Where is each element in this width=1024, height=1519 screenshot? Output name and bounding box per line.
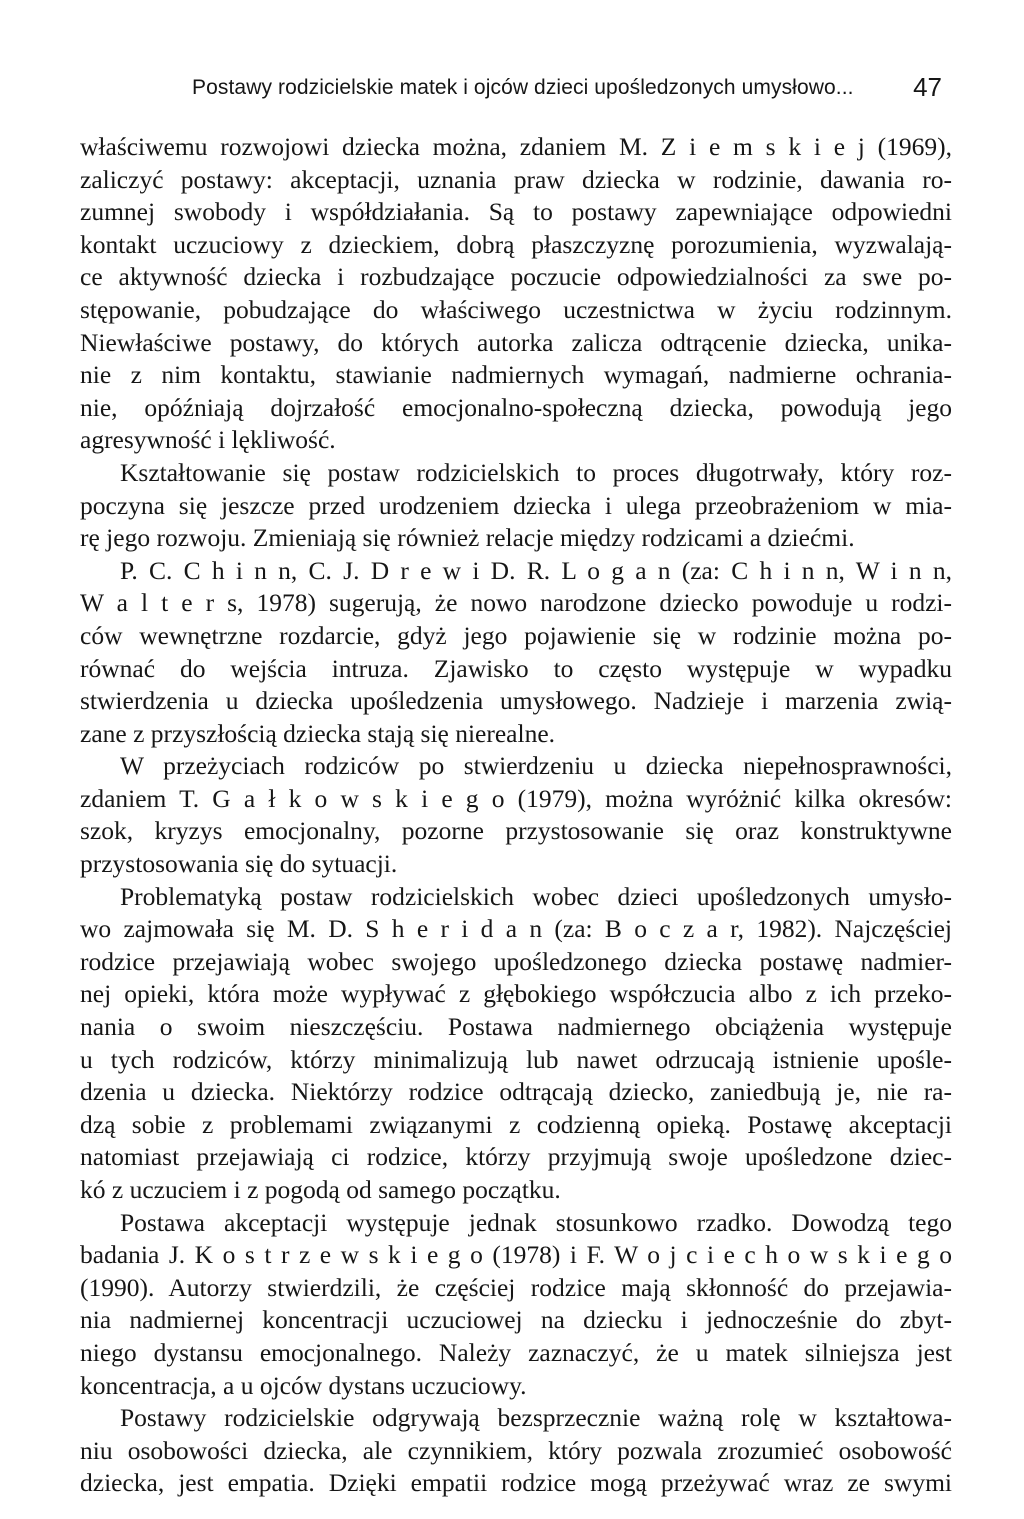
text-line: Postawa akceptacji występuje jednak stosunkowo rzadko. Dowodzą tego [120, 1207, 952, 1237]
text-line: koncentracja, a u ojców dystans uczuciowy. [80, 1370, 527, 1400]
text-line: nia nadmiernej koncentracji uczuciowej na dziecku i jednocześnie do zbyt- [80, 1305, 952, 1335]
text-line: nie z nim kontaktu, stawianie nadmiernych wymagań, nadmierne ochrania- [80, 360, 952, 390]
text-line: W a l t e r s, 1978) sugerują, że nowo narodzone dziecko powoduje u rodzi- [80, 588, 952, 618]
text-line: Postawy rodzicielskie odgrywają bezsprzecznie ważną rolę w kształtowa- [120, 1403, 952, 1433]
text-line: właściwemu rozwojowi dziecka można, zdaniem M. Z i e m s k i e j (1969), [80, 132, 952, 161]
text-line: ców wewnętrzne rozdarcie, gdyż jego pojawienie się w rodzinie można po- [80, 620, 952, 650]
text-line: zaliczyć postawy: akceptacji, uznania praw dziecka w rodzinie, dawania ro- [80, 164, 952, 194]
text-line: dzenia u dziecka. Niektórzy rodzice odtrącają dziecko, zaniedbują je, nie ra- [80, 1077, 952, 1107]
text-line: stwierdzenia u dziecka upośledzenia umysłowego. Nadzieje i marzenia zwią- [80, 686, 952, 716]
text-line: zane z przyszłością dziecka stają się nierealne. [80, 718, 556, 748]
text-line: szok, kryzys emocjonalny, pozorne przystosowanie się oraz konstruktywne [80, 816, 952, 846]
text-line: P. C. C h i n n, C. J. D r e w i D. R. L o g a n (za: C h i n n, W i n n, [120, 555, 952, 585]
page-number: 47 [913, 72, 942, 102]
body-text [80, 131, 952, 1500]
text-line: nie, opóźniają dojrzałość emocjonalno-społeczną dziecka, powodują jego [80, 392, 952, 422]
text-line: Niewłaściwe postawy, do których autorka zalicza odtrącenie dziecka, unika- [80, 327, 952, 357]
text-line: rodzice przejawiają wobec swojego upośledzonego dziecka postawę nadmier- [80, 946, 952, 976]
text-line: u tych rodziców, którzy minimalizują lub nawet odrzucają istnienie upośle- [80, 1044, 952, 1074]
text-line: równać do wejścia intruza. Zjawisko to często występuje w wypadku [80, 653, 952, 683]
text-line: badania J. K o s t r z e w s k i e g o (1978) i F. W o j c i e c h o w s k i e g o [80, 1240, 952, 1270]
text-line: niego dystansu emocjonalnego. Należy zaznaczyć, że u matek silniejsza jest [80, 1337, 952, 1367]
text-line: zdaniem T. G a ł k o w s k i e g o (1979), można wyróżnić kilka okresów: [80, 783, 952, 813]
text-line: ce aktywność dziecka i rozbudzające poczucie odpowiedzialności za swe po- [80, 262, 952, 292]
text-line: (1990). Autorzy stwierdzili, że częściej rodzice mają skłonność do przejawia- [80, 1272, 952, 1302]
text-line: dzą sobie z problemami związanymi z codzienną opieką. Postawę akceptacji [80, 1109, 952, 1139]
text-line: natomiast przejawiają ci rodzice, którzy przyjmują swoje upośledzone dziec- [80, 1142, 952, 1172]
text-line: Problematyką postaw rodzicielskich wobec dzieci upośledzonych umysło- [120, 881, 952, 911]
text-line: stępowanie, pobudzające do właściwego uczestnictwa w życiu rodzinnym. [80, 294, 952, 324]
text-line: nania o swoim nieszczęściu. Postawa nadmiernego obciążenia występuje [80, 1012, 952, 1042]
text-line: niu osobowości dziecka, ale czynnikiem, który pozwala zrozumieć osobowość [80, 1435, 952, 1465]
text-line: Kształtowanie się postaw rodzicielskich to proces długotrwały, który roz- [120, 457, 952, 487]
text-line: agresywność i lękliwość. [80, 425, 336, 455]
text-line: zumnej swobody i współdziałania. Są to postawy zapewniające odpowiedni [80, 197, 952, 227]
text-line: wo zajmowała się M. D. S h e r i d a n (za: B o c z a r, 1982). Najczęściej [80, 914, 952, 944]
text-line: przystosowania się do sytuacji. [80, 849, 398, 879]
text-line: W przeżyciach rodziców po stwierdzeniu u dziecka niepełnosprawności, [120, 751, 952, 781]
text-line: dziecka, jest empatia. Dzięki empatii rodzice mogą przeżywać wraz ze swymi [80, 1468, 952, 1498]
text-line: rę jego rozwoju. Zmieniają się również relacje między rodzicami a dziećmi. [80, 523, 855, 553]
text-line: nej opieki, która może wypływać z głębokiego współczucia albo z ich przeko- [80, 979, 952, 1009]
text-line: poczyna się jeszcze przed urodzeniem dziecka i ulega przeobrażeniom w mia- [80, 490, 952, 520]
text-line: kó z uczuciem i z pogodą od samego początku. [80, 1175, 561, 1204]
running-head: Postawy rodzicielskie matek i ojców dzieci upośledzonych umysłowo... [192, 76, 854, 99]
text-line: kontakt uczuciowy z dzieckiem, dobrą płaszczyznę porozumienia, wyzwalają- [80, 229, 952, 259]
